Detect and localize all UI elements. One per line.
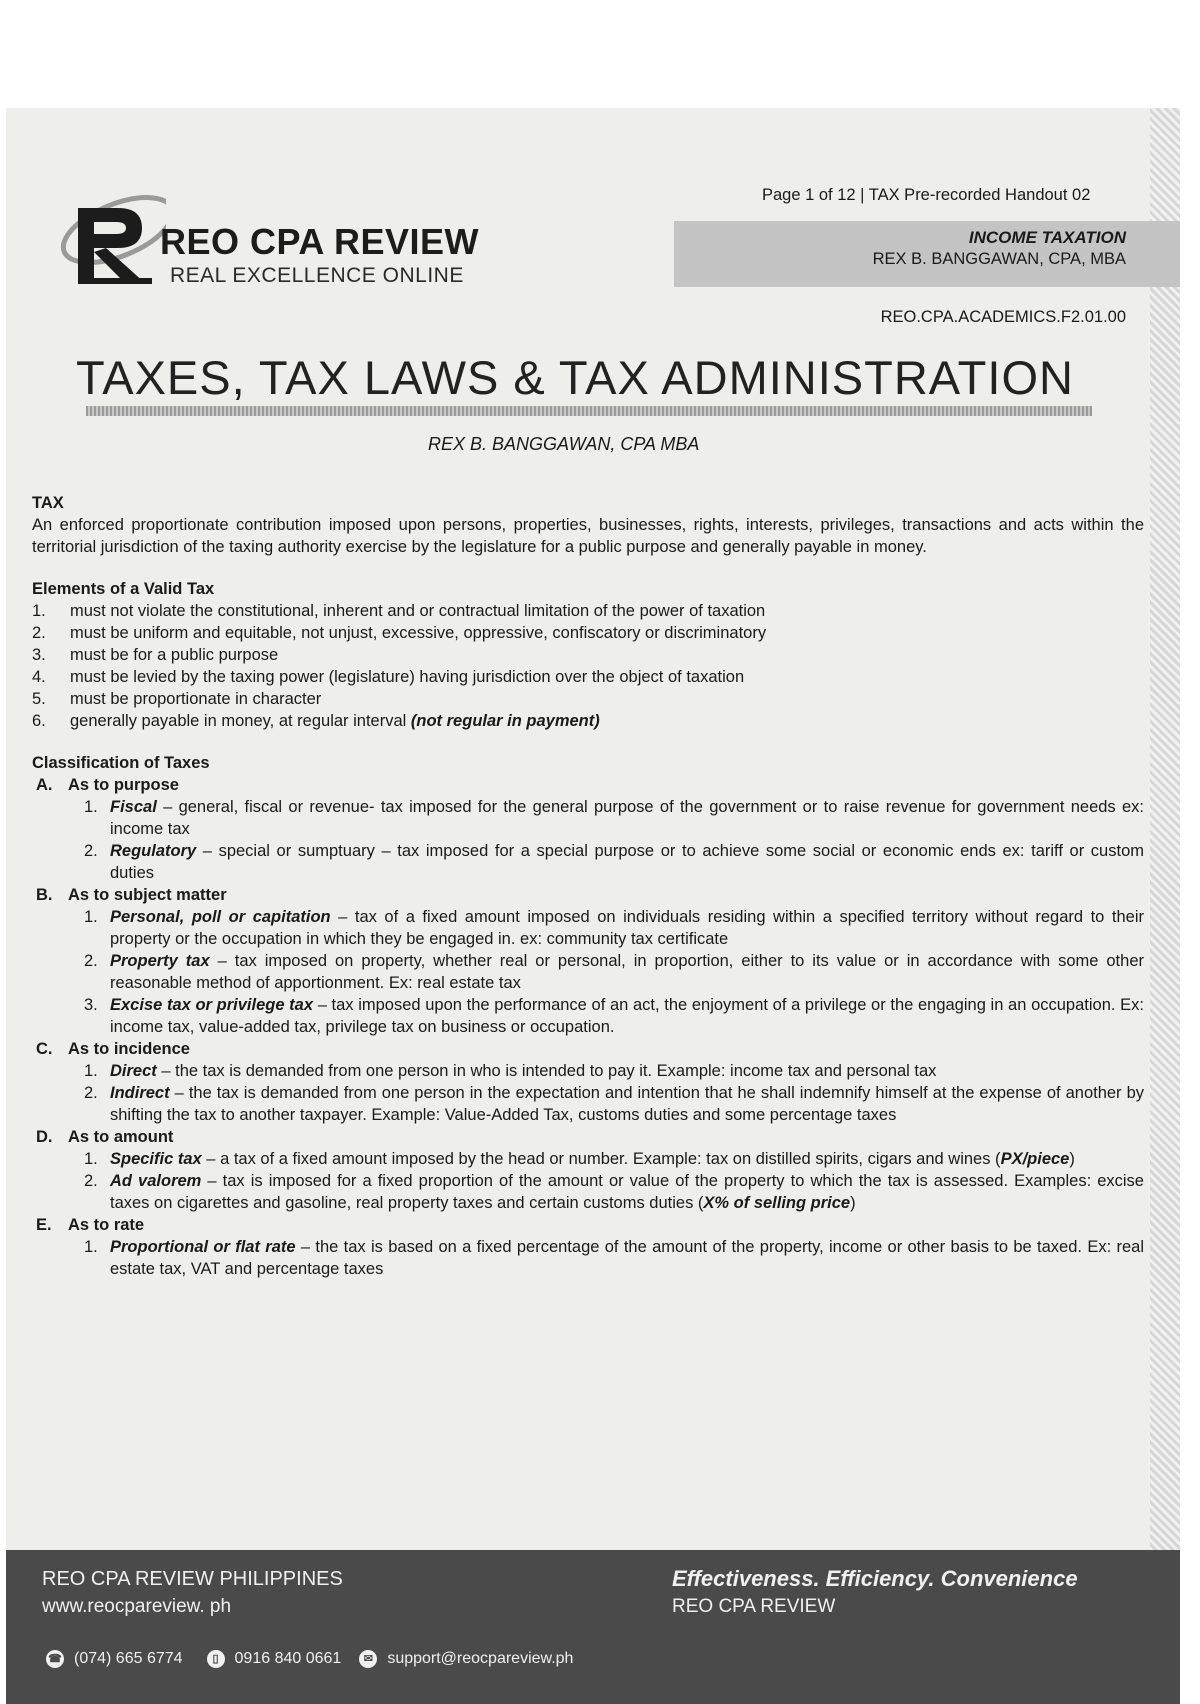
document-body	[32, 492, 1144, 1280]
list-item	[32, 600, 1144, 622]
item-term: Property tax	[110, 952, 210, 970]
list-item	[32, 688, 1144, 710]
item-number: 1.	[32, 602, 46, 620]
category-letter: A.	[36, 776, 53, 794]
item-term: Regulatory	[110, 842, 197, 860]
tax-definition: An enforced proportionate contribution imposed upon persons, properties, businesses, rights, interests, privileges, transactions and acts within the territorial jurisdiction of the taxing authority exercise by the legislature for a public purpose and generally payable in money.	[32, 516, 1144, 556]
item-number: 1.	[84, 908, 98, 926]
item-number: 5.	[32, 690, 46, 708]
list-item	[72, 1170, 1144, 1214]
list-item	[72, 950, 1144, 994]
document-page	[6, 108, 1180, 1704]
item-term: Ad valorem	[110, 1172, 202, 1190]
list-item	[72, 840, 1144, 884]
category-purpose	[32, 774, 1144, 796]
item-text: – tax of a fixed amount imposed on individuals residing within a specified territory without regard to their property or the occupation in which they be engaged in. ex: community tax certificate	[110, 908, 1144, 948]
page-title: TAXES, TAX LAWS & TAX ADMINISTRATION	[76, 351, 1074, 404]
item-tail: )	[1069, 1150, 1075, 1168]
item-emphasis: (not regular in payment)	[410, 712, 600, 730]
category-subject-matter	[32, 884, 1144, 906]
list-item	[32, 644, 1144, 666]
footer-website: www.reocpareview. ph	[42, 1596, 232, 1617]
category-title: As to subject matter	[68, 886, 227, 904]
category-letter: E.	[36, 1216, 52, 1234]
item-number: 2.	[84, 1084, 98, 1102]
item-term: Personal, poll or capitation	[110, 908, 331, 926]
list-item	[72, 1236, 1144, 1280]
title-divider	[86, 406, 1092, 416]
item-number: 2.	[84, 1172, 98, 1190]
document-code: REO.CPA.ACADEMICS.F2.01.00	[880, 308, 1126, 326]
item-number: 1.	[84, 1238, 98, 1256]
item-term: Specific tax	[110, 1150, 202, 1168]
item-number: 2.	[84, 842, 98, 860]
classification-heading: Classification of Taxes	[32, 754, 210, 772]
item-text: – the tax is demanded from one person in who is intended to pay it. Example: income tax and personal tax	[156, 1062, 937, 1080]
subject-matter-list	[72, 906, 1144, 1038]
category-title: As to incidence	[68, 1040, 190, 1058]
item-text: must not violate the constitutional, inherent and or contractual limitation of the power of taxation	[70, 602, 766, 620]
item-number: 4.	[32, 668, 46, 686]
elements-heading: Elements of a Valid Tax	[32, 580, 215, 598]
category-letter: B.	[36, 886, 53, 904]
item-number: 6.	[32, 712, 46, 730]
item-emphasis: X% of selling price	[703, 1194, 851, 1212]
list-item	[72, 994, 1144, 1038]
item-number: 3.	[32, 646, 46, 664]
course-title: INCOME TAXATION	[968, 228, 1126, 247]
item-text: must be levied by the taxing power (legislature) having jurisdiction over the object of taxation	[70, 668, 745, 686]
item-text: – the tax is demanded from one person in the expectation and intention that he shall indemnify himself at the expense of another by shifting the tax to another taxpayer. Example: Value-Added Tax, customs duties and some percentage taxes	[110, 1084, 1144, 1124]
page-info: Page 1 of 12 | TAX Pre-recorded Handout 02	[762, 186, 1091, 204]
email-icon: ✉	[359, 1650, 377, 1668]
item-term: Direct	[110, 1062, 157, 1080]
phone-icon: ☎	[46, 1650, 64, 1668]
footer-contacts	[46, 1650, 573, 1668]
item-text: must be for a public purpose	[70, 646, 279, 664]
item-number: 1.	[84, 1062, 98, 1080]
mobile-icon: ▯	[207, 1650, 225, 1668]
tax-heading: TAX	[32, 494, 64, 512]
category-letter: C.	[36, 1040, 53, 1058]
reo-logo-icon	[46, 178, 166, 288]
list-item	[72, 796, 1144, 840]
category-title: As to rate	[68, 1216, 145, 1234]
item-number: 2.	[32, 624, 46, 642]
course-author: REX B. BANGGAWAN, CPA, MBA	[872, 250, 1126, 268]
category-letter: D.	[36, 1128, 53, 1146]
item-text: – general, fiscal or revenue- tax imposed for the general purpose of the government or to raise revenue for government needs ex: income tax	[110, 798, 1144, 838]
list-item	[32, 666, 1144, 688]
category-title: As to amount	[68, 1128, 174, 1146]
category-amount	[32, 1126, 1144, 1148]
incidence-list	[72, 1060, 1144, 1126]
item-term: Proportional or flat rate	[110, 1238, 296, 1256]
footer-slogan: Effectiveness. Efficiency. Convenience	[672, 1566, 1078, 1591]
footer-org: REO CPA REVIEW PHILIPPINES	[42, 1568, 343, 1590]
author-line: REX B. BANGGAWAN, CPA MBA	[428, 434, 700, 454]
page-footer	[6, 1550, 1180, 1704]
item-text: must be uniform and equitable, not unjust, excessive, oppressive, confiscatory or discriminatory	[70, 624, 767, 642]
list-item	[72, 1060, 1144, 1082]
list-item	[72, 906, 1144, 950]
scan-edge-artifact	[1150, 108, 1180, 1563]
purpose-list	[72, 796, 1144, 884]
footer-phone: (074) 665 6774	[74, 1650, 183, 1667]
footer-brand: REO CPA REVIEW	[672, 1596, 836, 1617]
elements-list	[32, 600, 1144, 732]
footer-email: support@reocpareview.ph	[387, 1650, 574, 1667]
item-term: Fiscal	[110, 798, 157, 816]
list-item	[72, 1148, 1144, 1170]
footer-mobile: 0916 840 0661	[234, 1650, 342, 1667]
item-text: – tax imposed on property, whether real or personal, in proportion, either to its value or in accordance with some other reasonable method of apportionment. Ex: real estate tax	[110, 952, 1144, 992]
item-text: – the tax is based on a fixed percentage of the amount of the property, income or other basis to be taxed. Ex: real estate tax, VAT and percentage taxes	[110, 1238, 1144, 1278]
item-text: generally payable in money, at regular interval	[70, 712, 407, 730]
item-text: – a tax of a fixed amount imposed by the head or number. Example: tax on distilled spirits, cigars and wines (	[201, 1150, 1001, 1168]
rate-list	[72, 1236, 1144, 1280]
brand-tagline: REAL EXCELLENCE ONLINE	[170, 264, 464, 287]
amount-list	[72, 1148, 1144, 1214]
list-item	[32, 622, 1144, 644]
item-tail: )	[850, 1194, 856, 1212]
category-rate	[32, 1214, 1144, 1236]
brand-name: REO CPA REVIEW	[160, 221, 480, 262]
item-text: – special or sumptuary – tax imposed for a special purpose or to achieve some social or economic ends ex: tariff or custom duties	[110, 842, 1144, 882]
item-number: 1.	[84, 798, 98, 816]
item-emphasis: PX/piece	[1000, 1150, 1070, 1168]
list-item	[72, 1082, 1144, 1126]
item-term: Excise tax or privilege tax	[110, 996, 314, 1014]
item-number: 3.	[84, 996, 98, 1014]
item-text: – tax imposed upon the performance of an act, the enjoyment of a privilege or the engaging in an occupation. Ex: income tax, value-added tax, privilege tax on business or occupation.	[110, 996, 1144, 1036]
item-text: must be proportionate in character	[70, 690, 322, 708]
list-item	[32, 710, 1144, 732]
category-title: As to purpose	[68, 776, 179, 794]
category-incidence	[32, 1038, 1144, 1060]
item-term: Indirect	[110, 1084, 170, 1102]
item-text: – tax is imposed for a fixed proportion of the amount or value of the property to which the tax is assessed. Examples: excise taxes on cigarettes and gasoline, real property taxes and certain customs duties (	[110, 1172, 1144, 1212]
item-number: 2.	[84, 952, 98, 970]
item-number: 1.	[84, 1150, 98, 1168]
